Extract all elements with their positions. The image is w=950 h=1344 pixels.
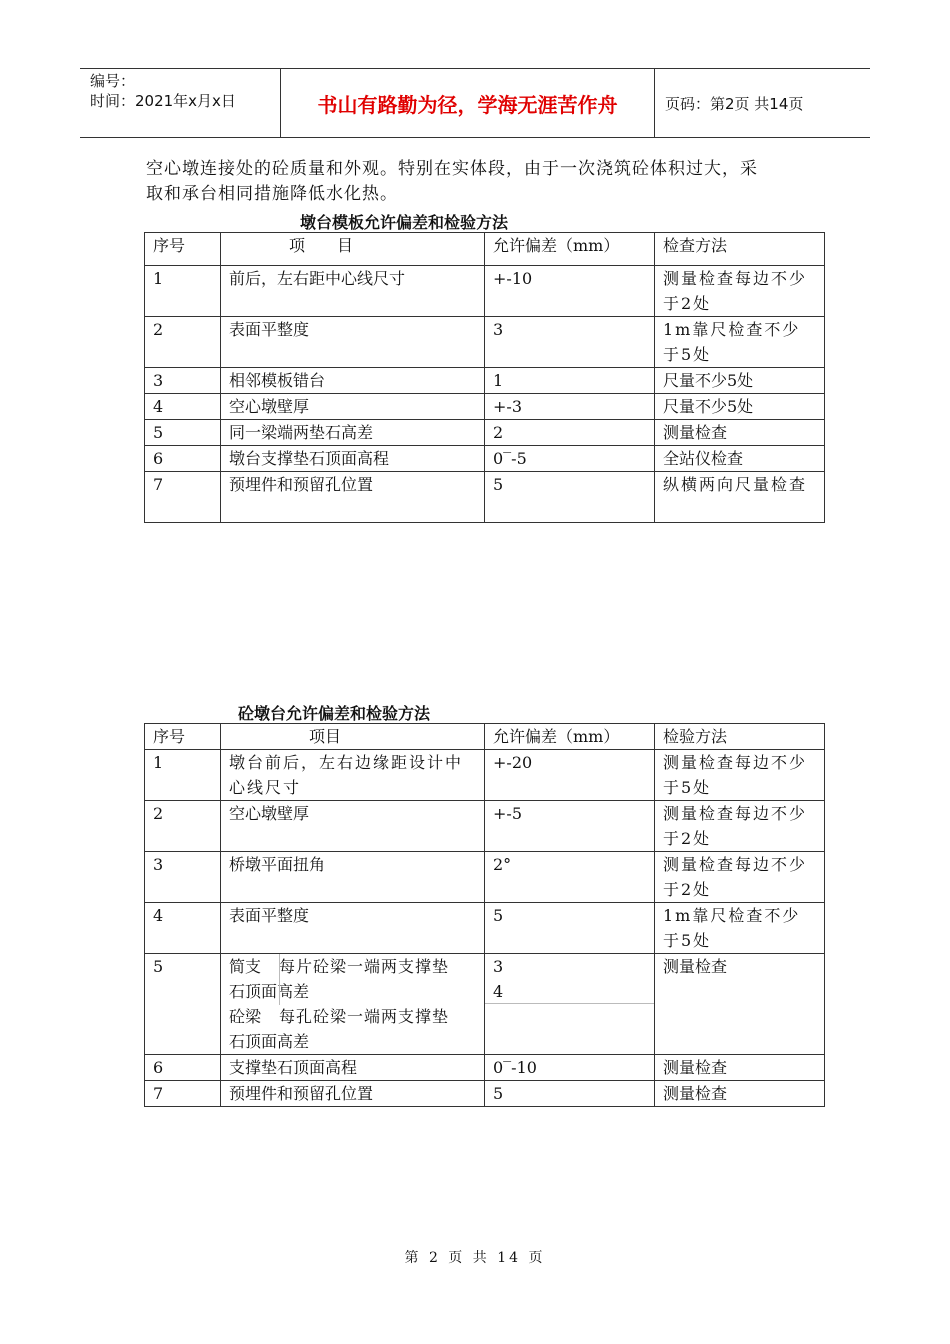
row5-item-cell (221, 954, 485, 1055)
row-item: 表面平整度 (221, 317, 485, 368)
header-motto: 书山有路勤为径，学海无涯苦作舟 (281, 69, 655, 137)
row-no: 6 (145, 1055, 221, 1081)
row-method: 尺量不少5处 (655, 368, 825, 394)
row-tolerance: +-3 (485, 394, 655, 420)
table2-header-row (145, 724, 825, 750)
row-method: 尺量不少5处 (655, 394, 825, 420)
row-no: 3 (145, 852, 221, 903)
doc-number-label: 编号： (90, 72, 136, 90)
row5-sub-b-item-cont: 石顶面高差 (229, 1032, 310, 1051)
table-row (145, 317, 825, 368)
formwork-tolerance-table (144, 232, 825, 523)
row-no: 7 (145, 472, 221, 523)
row-no: 1 (145, 266, 221, 317)
row-item: 墩台前后，左右边缘距设计中心线尺寸 (221, 750, 485, 801)
row-method: 测量检查 (655, 1055, 825, 1081)
row5-method: 测量检查 (655, 954, 825, 1055)
table2-header-no: 序号 (145, 724, 221, 750)
table2-header-item: 项目 (221, 724, 485, 750)
table-row (145, 954, 825, 1055)
table-row (145, 852, 825, 903)
row5-tolerance-cell (485, 954, 655, 1055)
table1-caption: 墩台模板允许偏差和检验方法 (300, 213, 509, 232)
intro-paragraph (146, 157, 826, 207)
table1-header-no: 序号 (145, 233, 221, 266)
row-tolerance: 0‾-10 (485, 1055, 655, 1081)
row-item: 预埋件和预留孔位置 (221, 1081, 485, 1107)
row-item: 支撑垫石顶面高程 (221, 1055, 485, 1081)
page-header (80, 68, 870, 138)
table1-header-tolerance: 允许偏差（mm） (485, 233, 655, 266)
table1-header-row (145, 233, 825, 266)
table2-header-tolerance: 允许偏差（mm） (485, 724, 655, 750)
row5-sub-a-label: 简支 (229, 957, 262, 976)
row-method: 测量检查 (655, 420, 825, 446)
row-method: 测量检查 (655, 1081, 825, 1107)
table-row (145, 903, 825, 954)
row-method: 测量检查每边不少于2处 (655, 852, 825, 903)
row-no: 4 (145, 903, 221, 954)
table-row (145, 801, 825, 852)
row5-tolerance-b: 4 (493, 982, 504, 1001)
row-item: 相邻模板错台 (221, 368, 485, 394)
table2-caption: 砼墩台允许偏差和检验方法 (238, 704, 431, 723)
header-page-info: 页码：第2页 共14页 (665, 94, 804, 113)
table-row (145, 368, 825, 394)
row5-sub-a-item-cont: 石顶面高差 (229, 982, 310, 1001)
row5-sub-b-label: 砼梁 (229, 1007, 262, 1026)
row-item: 同一梁端两垫石高差 (221, 420, 485, 446)
page-footer: 第 2 页 共 14 页 (404, 1250, 546, 1266)
table1-header-item: 项 目 (221, 233, 485, 266)
row5-sub-a (221, 954, 484, 1004)
table-row (145, 446, 825, 472)
row-no: 2 (145, 317, 221, 368)
row-tolerance: 0‾-5 (485, 446, 655, 472)
concrete-pier-tolerance-table (144, 723, 825, 1107)
row-item: 表面平整度 (221, 903, 485, 954)
row-tolerance: +-5 (485, 801, 655, 852)
row-no: 4 (145, 394, 221, 420)
row5-sub-b (221, 1004, 484, 1054)
intro-line-2: 取和承台相同措施降低水化热。 (146, 184, 398, 204)
table-row (145, 1081, 825, 1107)
intro-line-1: 空心墩连接处的砼质量和外观。特别在实体段，由于一次浇筑砼体积过大，采 (146, 159, 758, 179)
row-item: 空心墩壁厚 (221, 394, 485, 420)
row-no: 5 (145, 420, 221, 446)
row-tolerance: +-20 (485, 750, 655, 801)
table1-header-method: 检查方法 (655, 233, 825, 266)
row-no: 5 (145, 954, 221, 1055)
row-tolerance: 5 (485, 472, 655, 523)
row-method: 测量检查每边不少于2处 (655, 801, 825, 852)
row-method: 测量检查每边不少于2处 (655, 266, 825, 317)
row-method: 纵横两向尺量检查 (655, 472, 825, 523)
row5-sub-a-item: 每片砼梁一端两支撑垫 (279, 957, 450, 976)
table-row (145, 266, 825, 317)
row-no: 1 (145, 750, 221, 801)
row-item: 空心墩壁厚 (221, 801, 485, 852)
row-item: 前后，左右距中心线尺寸 (221, 266, 485, 317)
row-item: 墩台支撑垫石顶面高程 (221, 446, 485, 472)
row-tolerance: +-10 (485, 266, 655, 317)
header-meta (80, 69, 281, 137)
row5-tolerance-block (485, 954, 654, 1004)
row-tolerance: 2° (485, 852, 655, 903)
row-tolerance: 2 (485, 420, 655, 446)
table-row (145, 750, 825, 801)
row-method: 1m靠尺检查不少于5处 (655, 903, 825, 954)
table-row (145, 394, 825, 420)
table-row (145, 1055, 825, 1081)
row-tolerance: 3 (485, 317, 655, 368)
row-method: 1m靠尺检查不少于5处 (655, 317, 825, 368)
row-tolerance: 5 (485, 903, 655, 954)
row-method: 全站仪检查 (655, 446, 825, 472)
table-row (145, 472, 825, 523)
table2-header-method: 检验方法 (655, 724, 825, 750)
row-no: 7 (145, 1081, 221, 1107)
row5-tolerance-a: 3 (493, 957, 504, 976)
row-no: 2 (145, 801, 221, 852)
table-row (145, 420, 825, 446)
row-no: 3 (145, 368, 221, 394)
row5-inner-divider (279, 954, 280, 1005)
row-item: 桥墩平面扭角 (221, 852, 485, 903)
row-method: 测量检查每边不少于5处 (655, 750, 825, 801)
row-tolerance: 1 (485, 368, 655, 394)
time-label: 时间：2021年x月x日 (90, 92, 236, 110)
row5-sub-b-item: 每孔砼梁一端两支撑垫 (279, 1007, 450, 1026)
row-tolerance: 5 (485, 1081, 655, 1107)
row-no: 6 (145, 446, 221, 472)
row-item: 预埋件和预留孔位置 (221, 472, 485, 523)
